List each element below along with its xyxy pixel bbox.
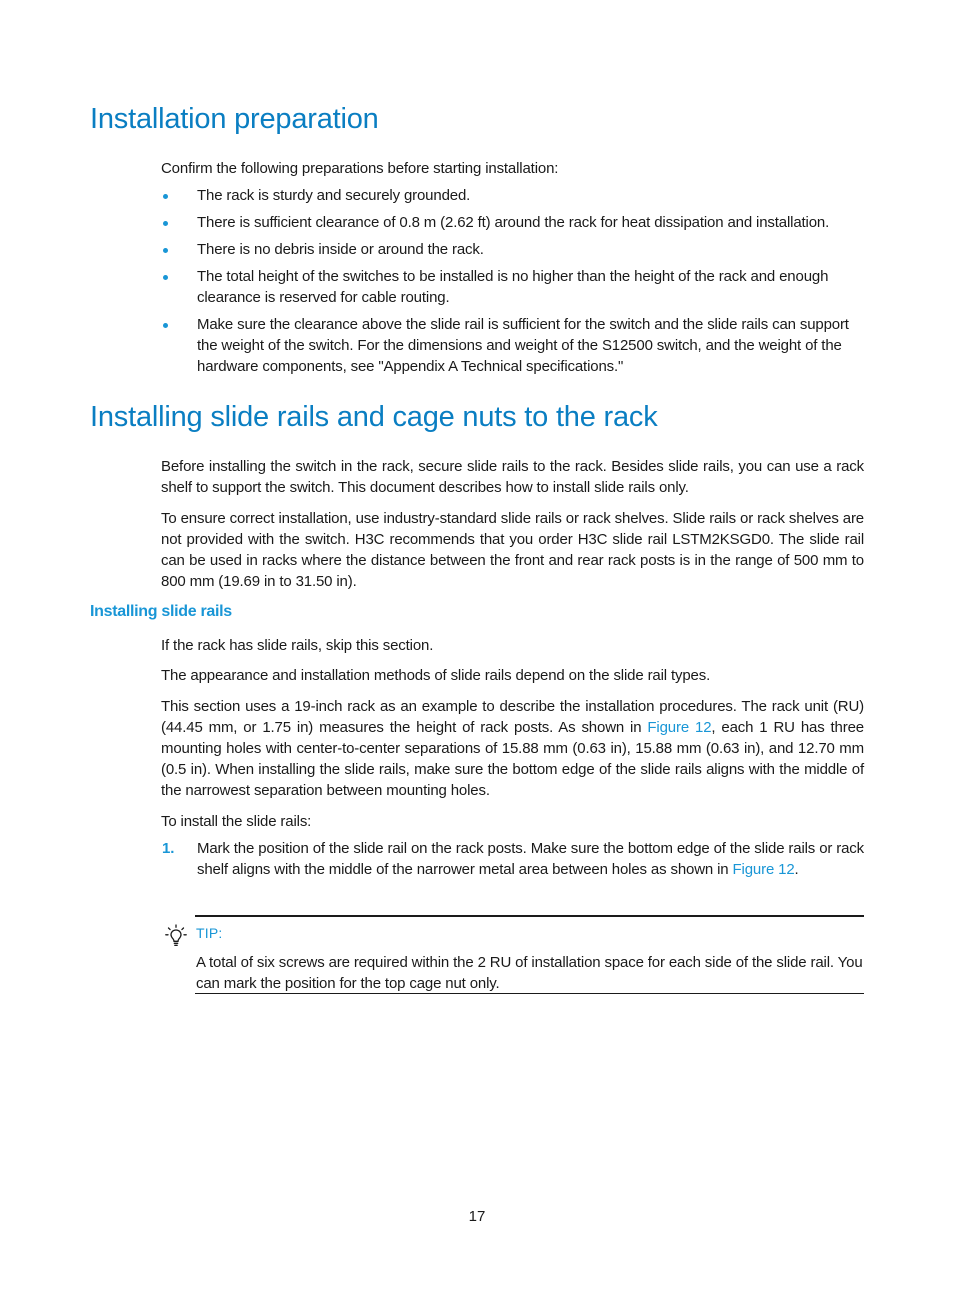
bullet-icon [163,194,168,199]
step-after: . [794,861,799,878]
prep-bullet-list [161,185,864,377]
bullet-icon [163,221,168,226]
install-paragraph-2 [161,665,864,686]
install-p3-before: This section uses a 19-inch rack as an example to describe the installation procedures. The rack unit (RU) (44.45 mm, or 1.75 in) measures the height of rack posts. As shown in [161,698,864,736]
step-before: Mark the position of the slide rail on the rack posts. Make sure the bottom edge of the slide rails or rack shelf aligns with the middle of the narrower metal area between holes as shown in [197,840,864,878]
list-item [161,838,864,880]
rails-p2-text: To ensure correct installation, use industry-standard slide rails or rack shelves. Slide rails or rack shelves are not provided with the switch. H3C recommends that you order H3C slide rail LSTM2KSGD0. The slide rail can be used in racks where the distance between the front and rear rack posts is in the range of 500 mm to 800 mm (19.69 in to 31.50 in). [161,510,864,590]
bullet-icon [163,323,168,328]
rails-paragraph-1 [161,456,864,498]
install-p4-text: To install the slide rails: [161,813,312,830]
install-p3 [161,696,864,801]
figure-12-link[interactable]: Figure 12 [732,861,795,878]
bullet-text: There is sufficient clearance of 0.8 m (2.62 ft) around the rack for heat dissipation and installation. [197,214,830,231]
rails-p1-text: Before installing the switch in the rack, secure slide rails to the rack. Besides slide rails, you can use a rack shelf to support the switch. This document describes how to install slide rails only. [161,458,864,496]
figure-12-link[interactable]: Figure 12 [647,719,712,736]
tip-body: A total of six screws are required within the 2 RU of installation space for each side of the slide rail. You can mark the position for the top cage nut only. [196,954,863,992]
tip-top-rule [195,915,864,917]
section-title-slide-rails-cage-nuts: Installing slide rails and cage nuts to the rack [90,401,658,433]
list-item [161,314,864,377]
bullet-text: The total height of the switches to be installed is no higher than the height of the rack and enough clearance is reserved for cable routing. [197,268,829,306]
bullet-text: Make sure the clearance above the slide rail is sufficient for the switch and the slide rails can support the weight of the switch. For the dimensions and weight of the S12500 switch, and the weight of the hardware components, see "Appendix A Technical specifications." [197,316,849,375]
install-p2-text: The appearance and installation methods of slide rails depend on the slide rail types. [161,667,711,684]
install-p3-after: , each 1 RU has three mounting holes with center-to-center separations of 15.88 mm (0.63 in), 15.88 mm (0.63 in), and 12.70 mm (0.5 in). When installing the slide rails, make sure the bottom edge of the slide rails aligns with the middle of the narrowest separation between mounting holes. [161,719,864,799]
tip-label: TIP: [196,925,223,941]
bullet-text: There is no debris inside or around the rack. [197,241,484,258]
bullet-icon [163,248,168,253]
install-paragraph-1 [161,635,864,656]
install-paragraph-4 [161,811,864,832]
install-paragraph-3 [161,696,864,801]
list-item [161,185,864,206]
lightbulb-icon [165,924,187,948]
prep-intro [161,158,864,179]
list-item [161,239,864,260]
list-item [161,212,864,233]
section-title-installation-preparation: Installation preparation [90,103,379,135]
prep-intro-text: Confirm the following preparations before starting installation: [161,160,559,177]
install-p1-text: If the rack has slide rails, skip this section. [161,637,434,654]
rails-paragraph-2 [161,508,864,592]
tip-bottom-rule [195,993,864,994]
bullet-text: The rack is sturdy and securely grounded. [197,187,471,204]
list-item [161,266,864,308]
bullet-icon [163,275,168,280]
install-steps [161,838,864,880]
page-number: 17 [468,1208,486,1225]
subsection-title-installing-slide-rails: Installing slide rails [90,603,232,620]
step-number: 1. [162,840,175,857]
